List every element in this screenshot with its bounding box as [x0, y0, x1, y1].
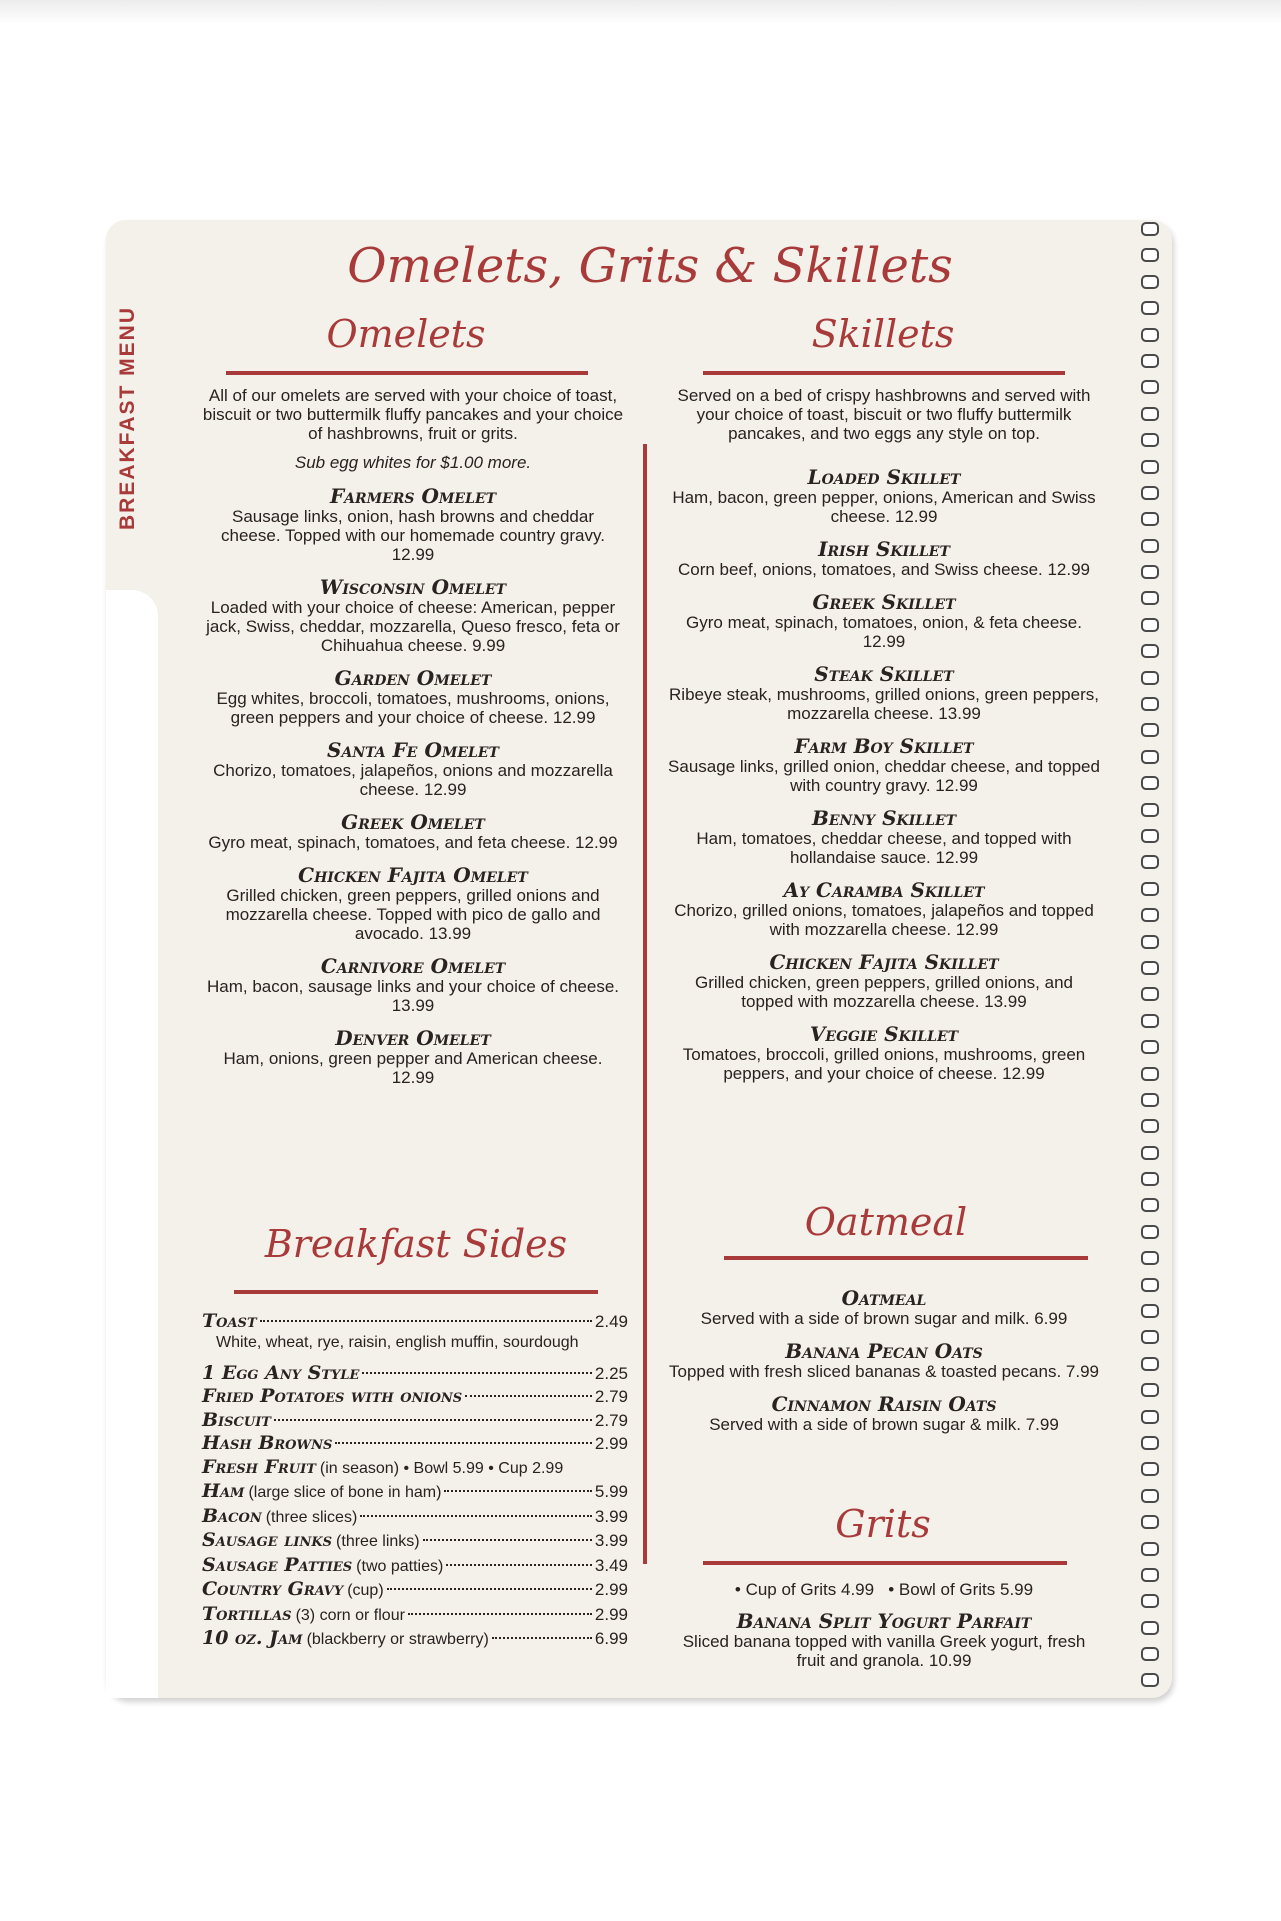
page-notch [106, 590, 158, 1698]
skillet-item-description: Sausage links, grilled onion, cheddar cheese, and topped with country gravy. 12.99 [668, 757, 1100, 795]
binding-ring [1141, 1093, 1159, 1107]
omelet-item-name: Wisconsin Omelet [319, 575, 507, 599]
omelet-item-name: Santa Fe Omelet [327, 738, 499, 762]
side-item-note: (three slices) [265, 1508, 358, 1526]
binding-ring [1141, 644, 1159, 658]
side-item-options: White, wheat, rye, raisin, english muffin, sourdough [216, 1333, 579, 1351]
binding-ring [1141, 1410, 1159, 1424]
skillet-item-description: Ribeye steak, mushrooms, grilled onions, green peppers, mozzarella cheese. 13.99 [669, 685, 1099, 723]
oatmeal-heading: Oatmeal [804, 1200, 968, 1244]
omelet-item-name: Greek Omelet [341, 810, 485, 834]
side-item-price: 2.99 [594, 1580, 628, 1599]
binding-ring [1141, 1304, 1159, 1318]
skillet-item-description: Corn beef, onions, tomatoes, and Swiss cheese. 12.99 [677, 560, 1091, 579]
skillet-item-name: Chicken Fajita Skillet [769, 950, 999, 974]
binding-ring [1141, 882, 1159, 896]
binding-ring [1141, 1383, 1159, 1397]
omelets-note: Sub egg whites for $1.00 more. [294, 453, 532, 472]
side-item [202, 1480, 628, 1505]
side-item-name: Sausage links [202, 1529, 333, 1551]
dotted-leader [444, 1490, 591, 1492]
binding-ring [1141, 1594, 1159, 1608]
grits-list [668, 1611, 1100, 1670]
oatmeal-rule [724, 1256, 1088, 1260]
binding-ring [1141, 723, 1159, 737]
side-item-name: Biscuit [202, 1408, 271, 1431]
oatmeal-item [668, 1394, 1100, 1434]
oatmeal-item-name: Oatmeal [841, 1286, 927, 1310]
skillet-item [668, 664, 1100, 723]
side-item-price: 2.25 [594, 1363, 628, 1383]
binding-ring [1141, 1330, 1159, 1344]
grits-rule [703, 1561, 1067, 1565]
side-item-note: (cup) [347, 1582, 384, 1599]
binding-ring [1141, 1119, 1159, 1133]
binding-ring [1141, 750, 1159, 764]
omelet-list [202, 486, 624, 1087]
binding-ring [1141, 618, 1159, 632]
omelet-item-description: Loaded with your choice of cheese: American, pepper jack, Swiss, cheddar, mozzarella, Queso fresco, feta or Chihuahua cheese. 9.99 [206, 598, 620, 655]
binding-ring [1141, 987, 1159, 1001]
oatmeal-item-description: Served with a side of brown sugar & milk. 7.99 [709, 1415, 1059, 1434]
dotted-leader [492, 1637, 592, 1639]
omelet-item-description: Sausage links, onion, hash browns and cheddar cheese. Topped with our homemade country gravy. 12.99 [221, 507, 605, 564]
dotted-leader [360, 1515, 592, 1517]
binding-ring [1141, 1647, 1159, 1661]
omelets-intro: All of our omelets are served with your choice of toast, biscuit or two buttermilk fluffy pancakes and your choice of hashbrowns, fruit or grits. [202, 386, 624, 443]
omelet-item [202, 865, 624, 943]
grits-heading: Grits [835, 1502, 931, 1546]
skillet-item-description: Tomatoes, broccoli, grilled onions, mushrooms, green peppers, and your choice of cheese. 12.99 [682, 1045, 1086, 1083]
cup-of-grits: • Cup of Grits 4.99 [734, 1580, 875, 1599]
bowl-of-grits: • Bowl of Grits 5.99 [888, 1580, 1034, 1599]
binding-ring [1141, 407, 1159, 421]
side-item-note: (blackberry or strawberry) [306, 1631, 489, 1648]
skillet-item-description: Chorizo, grilled onions, tomatoes, jalapeños and topped with mozzarella cheese. 12.99 [674, 901, 1094, 939]
side-item-name: Bacon [202, 1504, 262, 1527]
side-item [202, 1409, 628, 1433]
skillet-item [668, 952, 1100, 1011]
side-item-name: 10 oz. Jam [202, 1627, 303, 1649]
binding-ring [1141, 1436, 1159, 1450]
omelet-item-description: Ham, bacon, sausage links and your choice of cheese. 13.99 [206, 977, 620, 1015]
skillet-item-description: Grilled chicken, green peppers, grilled onions, and topped with mozzarella cheese. 13.99 [694, 973, 1073, 1011]
side-item-name: Tortillas [202, 1602, 292, 1625]
binding-ring [1141, 1542, 1159, 1556]
omelet-item-name: Farmers Omelet [329, 484, 497, 508]
dotted-leader [362, 1372, 592, 1374]
skillet-item-name: Farm Boy Skillet [794, 734, 974, 758]
side-item-name: Ham [202, 1480, 245, 1502]
side-item-note: (in season) • Bowl 5.99 • Cup 2.99 [319, 1459, 564, 1477]
omelet-item [202, 812, 624, 852]
skillets-heading: Skillets [811, 312, 955, 356]
skillets-rule [703, 371, 1065, 375]
side-item-price: 3.49 [594, 1555, 628, 1575]
dotted-leader [465, 1395, 592, 1397]
binding-ring [1141, 248, 1159, 262]
skillet-item [668, 467, 1100, 526]
binding-ring [1141, 380, 1159, 394]
binding-ring [1141, 776, 1159, 790]
binding-ring [1141, 354, 1159, 368]
binding-ring [1141, 1172, 1159, 1186]
omelet-item [202, 486, 624, 564]
binding-ring [1141, 1198, 1159, 1212]
dotted-leader [335, 1442, 592, 1444]
binding-ring [1141, 671, 1159, 685]
binding-ring [1141, 275, 1159, 289]
skillets-column [668, 386, 1100, 1096]
parfait-item [668, 1611, 1100, 1670]
binding-ring [1141, 1014, 1159, 1028]
dotted-leader [387, 1588, 592, 1590]
binding-ring [1141, 591, 1159, 605]
binding-ring [1141, 803, 1159, 817]
side-item-name: 1 Egg Any Style [202, 1361, 360, 1384]
side-item-price: 2.49 [594, 1312, 628, 1331]
binding-ring [1141, 935, 1159, 949]
side-item-price: 3.99 [594, 1531, 628, 1550]
skillet-item-description: Ham, tomatoes, cheddar cheese, and topped with hollandaise sauce. 12.99 [696, 829, 1072, 867]
binding-ring [1141, 301, 1159, 315]
omelet-item [202, 740, 624, 799]
binding-ring [1141, 1462, 1159, 1476]
omelet-item-name: Garden Omelet [334, 666, 492, 690]
top-shade [0, 0, 1281, 24]
omelet-item-name: Carnivore Omelet [320, 954, 506, 978]
oatmeal-item-name: Banana Pecan Oats [785, 1339, 983, 1363]
oatmeal-item [668, 1341, 1100, 1381]
binding-ring [1141, 1251, 1159, 1265]
breakfast-sides-heading: Breakfast Sides [264, 1222, 568, 1266]
side-item [202, 1505, 628, 1530]
side-item-note: (three links) [336, 1533, 420, 1550]
skillet-item-description: Ham, bacon, green pepper, onions, American and Swiss cheese. 12.99 [672, 488, 1096, 526]
binding-ring [1141, 1515, 1159, 1529]
omelet-item [202, 577, 624, 655]
side-item-price: 2.99 [594, 1434, 628, 1453]
binding-ring [1141, 1040, 1159, 1054]
skillet-item-name: Ay Caramba Skillet [783, 878, 985, 902]
skillet-item-name: Loaded Skillet [807, 465, 961, 489]
binding-ring [1141, 829, 1159, 843]
oatmeal-item-description: Served with a side of brown sugar and milk. 6.99 [700, 1309, 1068, 1328]
omelet-item-description: Gyro meat, spinach, tomatoes, and feta cheese. 12.99 [208, 833, 618, 852]
skillet-item-name: Greek Skillet [812, 590, 956, 614]
binding-ring [1141, 1621, 1159, 1635]
dotted-leader [408, 1613, 592, 1615]
binding-ring [1141, 1225, 1159, 1239]
grits-column [668, 1580, 1100, 1683]
binding-ring [1141, 1673, 1159, 1687]
side-item-name: Fried Potatoes with onions [202, 1385, 463, 1407]
side-item [202, 1554, 628, 1579]
binding-ring [1141, 1357, 1159, 1371]
oatmeal-list [668, 1288, 1100, 1434]
oatmeal-column [668, 1288, 1100, 1447]
side-item-note: (two patties) [356, 1557, 444, 1575]
binding-ring [1141, 908, 1159, 922]
binding-ring [1141, 222, 1159, 236]
omelet-item [202, 956, 624, 1015]
skillet-item-name: Irish Skillet [818, 537, 950, 561]
omelets-rule [226, 371, 588, 375]
skillet-item-name: Benny Skillet [811, 806, 957, 830]
side-item-name: Sausage Patties [202, 1553, 353, 1576]
skillet-item [668, 736, 1100, 795]
side-item-note: (3) corn or flour [295, 1606, 405, 1624]
side-item [202, 1432, 628, 1456]
side-item-price: 2.99 [594, 1604, 628, 1624]
skillet-item [668, 1024, 1100, 1083]
binding-ring [1141, 565, 1159, 579]
binding-ring [1141, 539, 1159, 553]
omelet-item [202, 1028, 624, 1087]
side-item [202, 1456, 628, 1481]
spiral-binding [1141, 222, 1163, 1700]
binding-ring [1141, 697, 1159, 711]
dotted-leader [423, 1539, 592, 1541]
skillet-list [668, 467, 1100, 1083]
binding-ring [1141, 328, 1159, 342]
side-item-price: 2.79 [594, 1387, 628, 1406]
omelet-item-name: Chicken Fajita Omelet [298, 863, 528, 887]
omelet-item-description: Grilled chicken, green peppers, grilled onions and mozzarella cheese. Topped with pico de gallo and avocado. 13.99 [225, 886, 601, 943]
side-item-price: 5.99 [594, 1482, 628, 1501]
side-item [202, 1603, 628, 1628]
side-item-price: 6.99 [594, 1629, 628, 1648]
omelet-item-description: Egg whites, broccoli, tomatoes, mushrooms, onions, green peppers and your choice of cheese. 12.99 [216, 689, 610, 727]
omelet-item-description: Chorizo, tomatoes, jalapeños, onions and mozzarella cheese. 12.99 [213, 761, 613, 799]
dotted-leader [260, 1320, 592, 1322]
side-item-name: Country Gravy [202, 1578, 344, 1600]
binding-ring [1141, 1568, 1159, 1582]
skillets-intro: Served on a bed of crispy hashbrowns and served with your choice of toast, biscuit or two fluffy buttermilk pancakes, and two eggs any style on top. [677, 386, 1091, 443]
binding-ring [1141, 1067, 1159, 1081]
skillet-item-name: Veggie Skillet [809, 1022, 959, 1046]
side-item [202, 1627, 628, 1652]
binding-ring [1141, 1278, 1159, 1292]
skillet-item-description: Gyro meat, spinach, tomatoes, onion, & feta cheese. 12.99 [686, 613, 1082, 651]
skillet-item-name: Steak Skillet [814, 662, 954, 686]
side-item-price: 2.79 [594, 1410, 628, 1430]
binding-ring [1141, 1146, 1159, 1160]
parfait-item-description: Sliced banana topped with vanilla Greek yogurt, fresh fruit and granola. 10.99 [682, 1632, 1086, 1670]
side-item-price: 3.99 [594, 1506, 628, 1526]
binding-ring [1141, 433, 1159, 447]
page-title: Omelets, Grits & Skillets [347, 238, 953, 294]
skillet-item [668, 539, 1100, 579]
dotted-leader [274, 1419, 592, 1421]
dotted-leader [446, 1564, 592, 1566]
omelets-heading: Omelets [326, 312, 486, 356]
oatmeal-item-description: Topped with fresh sliced bananas & toasted pecans. 7.99 [668, 1362, 1099, 1381]
side-item-note: (large slice of bone in ham) [248, 1484, 442, 1501]
omelet-item [202, 668, 624, 727]
side-item [202, 1529, 628, 1554]
binding-ring [1141, 486, 1159, 500]
binding-ring [1141, 961, 1159, 975]
breakfast-sides-list [202, 1310, 628, 1652]
side-item [202, 1362, 628, 1386]
binding-ring [1141, 855, 1159, 869]
skillet-item [668, 808, 1100, 867]
breakfast-sides-rule [234, 1290, 598, 1294]
side-item [202, 1578, 628, 1603]
grits-prices [668, 1580, 1100, 1599]
binding-ring [1141, 512, 1159, 526]
binding-ring [1141, 460, 1159, 474]
side-item-name: Fresh Fruit [202, 1455, 316, 1478]
side-item [202, 1310, 628, 1334]
oatmeal-item-name: Cinnamon Raisin Oats [771, 1392, 997, 1416]
omelet-item-name: Denver Omelet [335, 1026, 491, 1050]
breakfast-menu-tab [116, 494, 140, 530]
side-item-name: Hash Browns [202, 1432, 333, 1454]
oatmeal-item [668, 1288, 1100, 1328]
omelets-column [202, 386, 624, 1100]
skillet-item [668, 592, 1100, 651]
skillet-item [668, 880, 1100, 939]
column-divider [643, 444, 647, 1564]
parfait-item-name: Banana Split Yogurt Parfait [736, 1609, 1032, 1633]
side-item-name: Toast [202, 1310, 257, 1332]
side-item [202, 1385, 628, 1409]
omelet-item-description: Ham, onions, green pepper and American cheese. 12.99 [223, 1049, 603, 1087]
binding-ring [1141, 1489, 1159, 1503]
